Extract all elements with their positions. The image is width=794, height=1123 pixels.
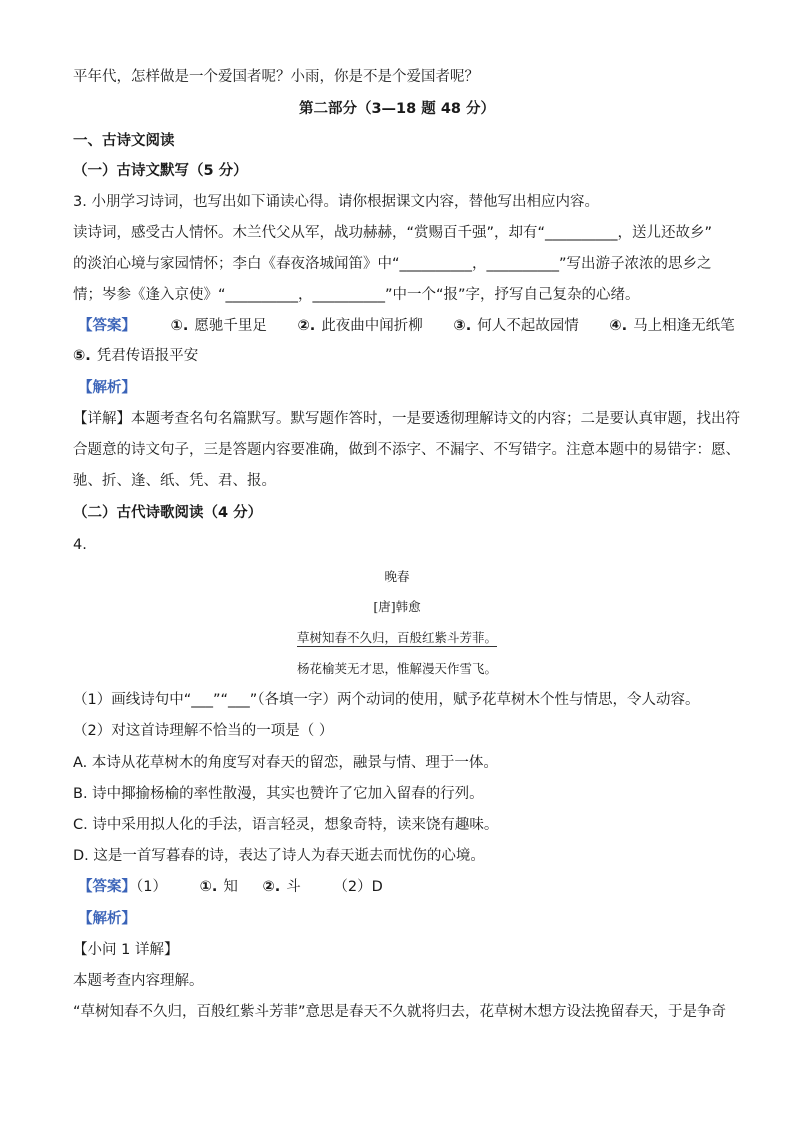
answer-text: 何人不起故园情 [477,318,579,334]
answer-part2: （2）D [333,879,383,895]
answer-item [200,877,238,897]
q3-prompt: 3. 小朋学习诗词，也写出如下诵读心得。请你根据课文内容，替他写出相应内容。 [73,194,599,210]
q3-analysis-label: 【解析】 [78,380,136,396]
answer-item [171,316,267,336]
q3-body-line1: 读诗词，感受古人情怀。木兰代父从军，战功赫赫，“赏赐百千强”，却有“__________，送儿还故乡” [73,225,713,241]
q4-option-d: D. 这是一首写暮春的诗，表达了诗人为春天逝去而忧伤的心境。 [73,848,485,864]
answer-text: 愿驰千里足 [194,318,267,334]
q4-sub-q2: （2）对这首诗理解不恰当的一项是（ ） [73,723,334,739]
answer-text: 马上相逢无纸笔 [633,318,735,334]
q3-body-line3: 情；岑参《逢入京使》“__________，__________”中一个“报”字，抒写自己复杂的心绪。 [73,287,640,303]
q4-analysis-label: 【解析】 [78,911,136,927]
answer-num: ②. [262,879,281,895]
poem-title: 晚春 [384,569,410,584]
answer-num: ①. [199,879,218,895]
q4-option-b: B. 诗中揶揄杨榆的率性散漫，其实也赞许了它加入留春的行列。 [73,786,484,802]
sub1-title: （一）古诗文默写（5 分） [73,163,248,179]
answer-text: 凭君传语报平安 [96,348,199,364]
q4-detail-line2: “草树知春不久归，百般红紫斗芳菲”意思是春天不久就将归去，花草树木想方设法挽留春天，于是争奇 [73,1004,727,1020]
q3-body-line2: 的淡泊心境与家园情怀；李白《春夜洛城闻笛》中“__________，__________”写出游子浓浓的思乡之 [73,256,712,272]
q4-number: 4. [73,537,87,553]
q4-option-c: C. 诗中采用拟人化的手法，语言轻灵，想象奇特，读来饶有趣味。 [73,817,499,833]
q3-detail-line2: 合题意的诗文句子，三是答题内容要准确，做到不添字、不漏字、不写错字。注意本题中的易错字：愿、 [73,442,740,458]
answer-item [609,316,734,336]
q3-detail-line1: 【详解】本题考查名句名篇默写。默写题作答时，一是要透彻理解诗文的内容；二是要认真审题，找出符 [73,411,740,427]
answer-num: ②. [297,318,316,334]
poem-author: [唐]韩愈 [373,599,421,614]
poem-line1 [0,629,794,647]
answer-num: ④. [609,318,628,334]
answer-num: ①. [170,318,189,334]
answer-item [263,877,301,897]
intro-line: 平年代，怎样做是一个爱国者呢？小雨，你是不是个爱国者呢？ [73,69,479,85]
answer-text: 斗 [286,879,301,895]
answer-label: 【答案】 [78,318,136,334]
part2-title: 第二部分（3—18 题 48 分） [298,101,496,117]
poem-line2: 杨花榆荚无才思，惟解漫天作雪飞。 [296,661,497,676]
q4-detail-line1: 本题考查内容理解。 [73,973,204,989]
answer-text: 此夜曲中闻折柳 [321,318,423,334]
poem-line1-text: 草树知春不久归，百般红紫斗芳菲。 [296,630,497,645]
answer-item [453,316,578,336]
q4-sub-q1: （1）画线诗句中“___”“___”（各填一字）两个动词的使用，赋予花草树木个性与情思，令人动容。 [73,692,700,708]
answer-text: 知 [223,879,238,895]
answer-item [298,316,423,336]
answer-part1: （1） [136,879,167,895]
section1-title: 一、古诗文阅读 [73,133,175,149]
q3-answer-row [78,316,735,336]
sub2-title: （二）古代诗歌阅读（4 分） [73,505,263,521]
q3-answer5 [73,346,724,366]
q4-subq-detail-label: 【小问 1 详解】 [73,942,179,958]
q4-option-a: A. 本诗从花草树木的角度写对春天的留恋，融景与情、理于一体。 [73,755,498,771]
answer-num: ⑤. [73,348,91,364]
answer-label: 【答案】 [78,879,136,895]
q3-detail-line3: 驰、折、逢、纸、凭、君、报。 [73,473,276,489]
q4-answer-row [78,877,724,897]
answer-num: ③. [453,318,472,334]
